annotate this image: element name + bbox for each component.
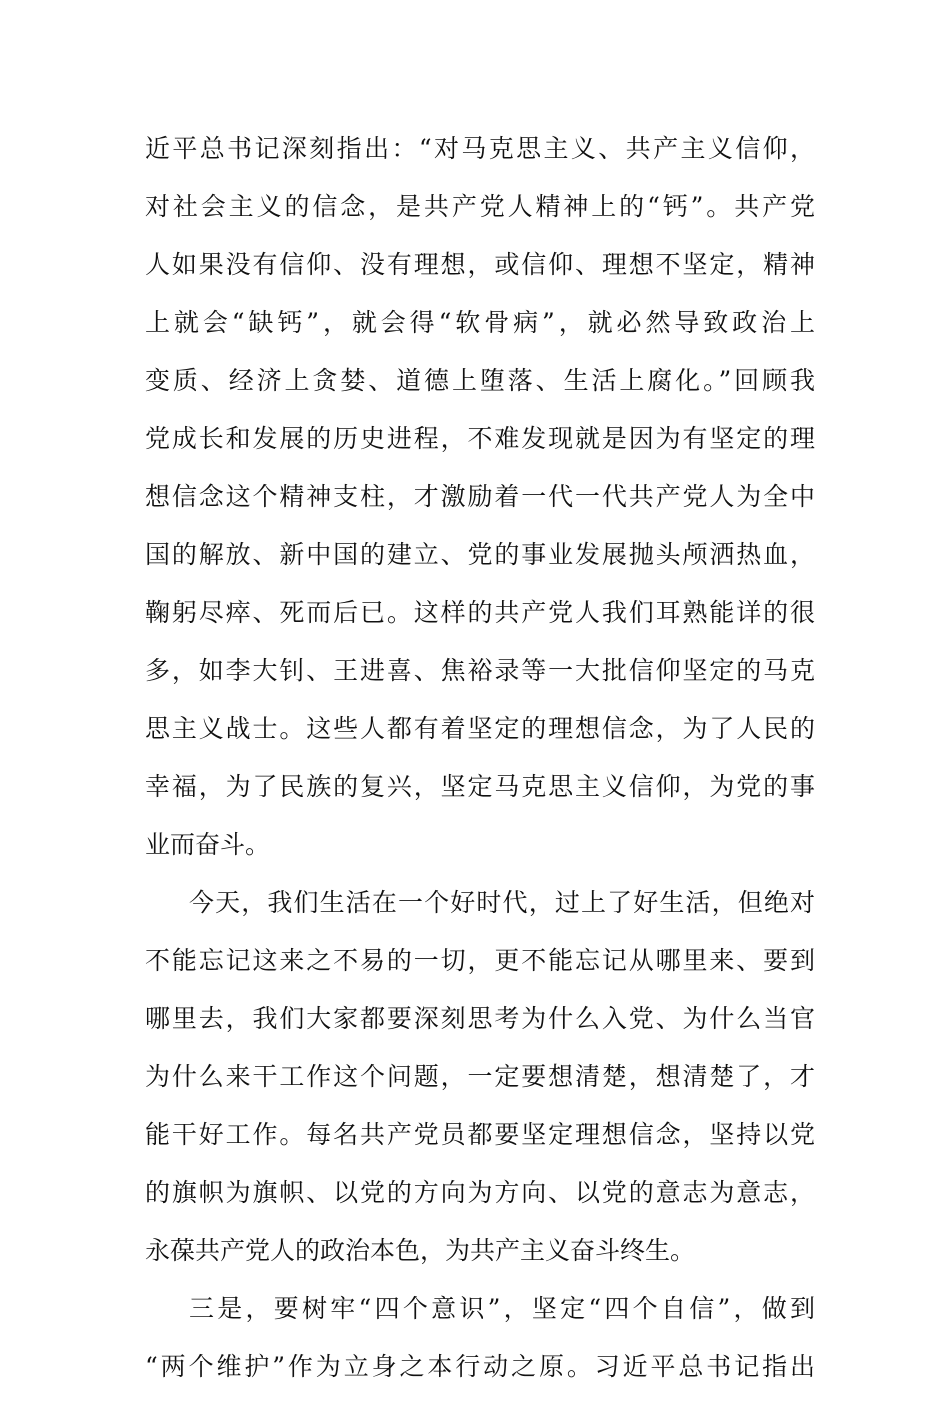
text-line: 三是，要树牢“四个意识”，坚定“四个自信”，做到 xyxy=(189,1294,815,1323)
text-line: 变质、经济上贪婪、道德上堕落、生活上腐化。”回顾我 xyxy=(145,366,815,395)
text-line: 对社会主义的信念，是共产党人精神上的“钙”。共产党 xyxy=(145,192,815,221)
text-line: 人如果没有信仰、没有理想，或信仰、理想不坚定，精神 xyxy=(145,250,815,279)
text-line: 的旗帜为旗帜、以党的方向为方向、以党的意志为意志， xyxy=(145,1178,815,1207)
text-line: 国的解放、新中国的建立、党的事业发展抛头颅洒热血， xyxy=(145,540,815,569)
text-line: 幸福，为了民族的复兴，坚定马克思主义信仰，为党的事 xyxy=(145,772,815,801)
paragraph-3 xyxy=(145,1291,815,1407)
text-line: 业而奋斗。 xyxy=(145,830,271,859)
text-line: 哪里去，我们大家都要深刻思考为什么入党、为什么当官 xyxy=(145,1004,815,1033)
text-line: 不能忘记这来之不易的一切，更不能忘记从哪里来、要到 xyxy=(145,946,815,975)
document-body xyxy=(145,131,815,1407)
text-line: 永葆共产党人的政治本色，为共产主义奋斗终生。 xyxy=(145,1236,696,1265)
text-line: 党成长和发展的历史进程，不难发现就是因为有坚定的理 xyxy=(145,424,815,453)
text-line: 今天，我们生活在一个好时代，过上了好生活，但绝对 xyxy=(189,888,815,917)
text-line: 多，如李大钊、王进喜、焦裕录等一大批信仰坚定的马克 xyxy=(145,656,815,685)
text-line: 想信念这个精神支柱，才激励着一代一代共产党人为全中 xyxy=(145,482,815,511)
text-line: “两个维护”作为立身之本行动之原。习近平总书记指出 xyxy=(145,1352,815,1381)
text-line: 能干好工作。每名共产党员都要坚定理想信念，坚持以党 xyxy=(145,1120,815,1149)
text-line: 为什么来干工作这个问题，一定要想清楚，想清楚了，才 xyxy=(145,1062,815,1091)
paragraph-2 xyxy=(145,885,815,1291)
text-line: 近平总书记深刻指出：“对马克思主义、共产主义信仰， xyxy=(145,134,815,163)
text-line: 上就会“缺钙”，就会得“软骨病”，就必然导致政治上 xyxy=(145,308,815,337)
paragraph-1 xyxy=(145,131,815,885)
text-line: 鞠躬尽瘁、死而后已。这样的共产党人我们耳熟能详的很 xyxy=(145,598,815,627)
text-line: 思主义战士。这些人都有着坚定的理想信念，为了人民的 xyxy=(145,714,815,743)
